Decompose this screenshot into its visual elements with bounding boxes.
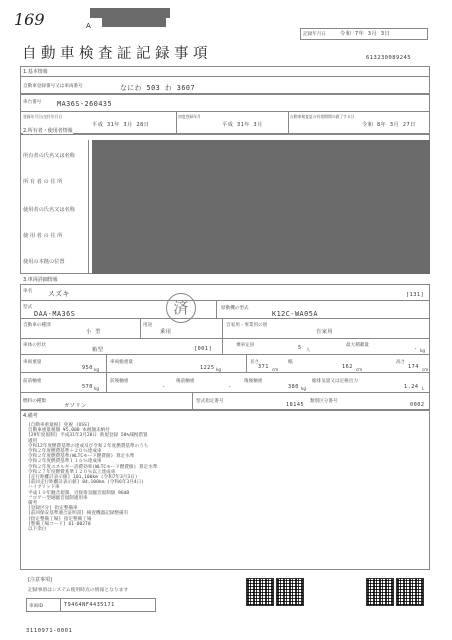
basic-section-title: 1.基本情報 bbox=[23, 69, 48, 75]
maker-code: [131] bbox=[406, 292, 425, 298]
body: 箱型 bbox=[92, 347, 104, 353]
reg-no-label: 自動車登録番号又は車両番号 bbox=[23, 84, 83, 89]
vrow-5 bbox=[20, 372, 430, 373]
dims-divider-2 bbox=[246, 354, 247, 372]
fuel-divider bbox=[192, 392, 193, 410]
rear-axle-label: 後後軸重 bbox=[244, 379, 263, 384]
r1-label: 後前軸重 bbox=[176, 379, 195, 384]
height-label: 高さ bbox=[396, 360, 406, 365]
chassis: MA36S-260435 bbox=[57, 100, 113, 108]
engine-label: 原動機の型式 bbox=[221, 306, 249, 311]
front-axle: 570 bbox=[82, 384, 93, 390]
first-reg: 平成 31年 3月 28日 bbox=[92, 122, 150, 128]
max-load-label: 最大積載量 bbox=[346, 343, 369, 348]
reg-no: なにわ 503 わ 3607 bbox=[120, 84, 196, 92]
reg-divider-1 bbox=[176, 112, 177, 134]
qr-code-2 bbox=[276, 578, 304, 606]
remark-line: 令和２７年度燃費基準１２０％以上達成車 bbox=[28, 469, 116, 475]
capacity-divider bbox=[222, 338, 223, 354]
typecode: 18145 bbox=[286, 402, 305, 408]
purpose-label: 自家用・事業用の別 bbox=[226, 323, 268, 328]
length: 371 bbox=[258, 364, 269, 370]
remark-line: 自動車重量税額 ¥5,000 本税額未納付 bbox=[28, 428, 110, 434]
remark-line: フロアー型通騒音規制適用車 bbox=[28, 495, 88, 501]
capacity-label: 乗車定員 bbox=[236, 343, 255, 348]
maker: スズキ bbox=[48, 290, 70, 298]
remark-line: [指定整備工場] 指定整備工場 bbox=[28, 516, 92, 522]
capacity: 5 bbox=[298, 345, 302, 351]
width-unit: cm bbox=[356, 367, 363, 372]
vrow-1 bbox=[20, 300, 430, 301]
weight-label: 車両重量 bbox=[23, 360, 42, 365]
use-label: 用途 bbox=[143, 323, 153, 328]
remark-line: 令和２年度燃費基準(WLTCモード燃費値) 算定水準 bbox=[28, 454, 135, 460]
notes-text: 記録事項はシステム使用時点の情報となります bbox=[28, 588, 129, 593]
handwritten-letter: A bbox=[86, 22, 91, 30]
expiry-label: 自動車検査証の有効期間の満了する日 bbox=[290, 114, 355, 119]
remark-line: [登録区分] 指定整備車 bbox=[28, 506, 78, 512]
category: 0002 bbox=[410, 402, 425, 408]
front-axle-unit: kg bbox=[94, 386, 100, 391]
vehicle-section-title: 3.車両詳細情報 bbox=[23, 277, 58, 283]
fuel-label: 燃料の種類 bbox=[23, 399, 46, 404]
vehicle-id-label: 車両ID bbox=[29, 604, 44, 609]
owner-name-label: 所有者の氏名又は名称 bbox=[23, 153, 75, 159]
category-label: 類別区分番号 bbox=[310, 399, 338, 404]
vrow-3 bbox=[20, 338, 430, 339]
remark-line: 令和２年度エネルギー消費効率(WLTCモード燃費値) 算定水準 bbox=[28, 464, 158, 470]
redacted-owner-info bbox=[92, 140, 430, 274]
issue-date: 令和 7年 3月 3日 bbox=[340, 31, 391, 37]
width-label: 幅 bbox=[288, 360, 293, 365]
remark-line: [29年度規制] 平成31年3月28日 新規登録 50%減税措置 bbox=[28, 433, 148, 439]
notes-title: [注意事項] bbox=[28, 577, 52, 583]
body-label: 車体の形状 bbox=[23, 343, 46, 348]
gross-label: 車両総重量 bbox=[110, 360, 133, 365]
engine-divider bbox=[216, 300, 217, 318]
r1: - bbox=[228, 384, 232, 390]
emission: 1.24 bbox=[404, 384, 419, 390]
qr-code-4 bbox=[396, 578, 424, 606]
remark-line: [自動車重量税] 免税 [OSS] bbox=[28, 423, 90, 428]
gross: 1225 bbox=[200, 365, 215, 371]
first-year-label: 初度登録年月 bbox=[178, 114, 201, 119]
redacted-block-top bbox=[90, 8, 170, 18]
remark-line: ハイブリッド車 bbox=[28, 485, 60, 491]
expiry: 令和 8年 3月 27日 bbox=[362, 122, 416, 128]
remark-line: [前回走行距離計表示値] 84,100km (令和6年3月4日) bbox=[28, 480, 144, 486]
use: 乗用 bbox=[160, 329, 172, 335]
front-axle-label: 前前軸重 bbox=[23, 379, 42, 384]
redacted-block-top-2 bbox=[102, 18, 166, 27]
remarks-section-title: 4.備考 bbox=[23, 413, 38, 419]
model-label: 型式 bbox=[23, 305, 33, 310]
vehicle-id-divider bbox=[60, 598, 61, 612]
emission-unit: L bbox=[422, 386, 425, 391]
bottom-code: 3110971-0001 bbox=[26, 628, 73, 634]
vrow-4 bbox=[20, 354, 430, 355]
vrow-2 bbox=[20, 318, 430, 319]
dims-divider-1 bbox=[106, 354, 107, 392]
weight: 950 bbox=[82, 365, 93, 371]
remark-line: 平成１０年騒音規制、近接排気騒音規制値 96dB bbox=[28, 490, 130, 496]
fuel: ガソリン bbox=[64, 403, 87, 409]
remark-line: 令和12年度燃費基準の達成及び令和２年度燃費基準のうち bbox=[28, 443, 149, 449]
body-code: [001] bbox=[194, 346, 213, 352]
chassis-label: 車台番号 bbox=[23, 100, 42, 105]
doc-number: 613230089245 bbox=[366, 55, 411, 61]
weight-unit: kg bbox=[94, 367, 100, 372]
model: DAA-MA36S bbox=[34, 310, 76, 318]
owner-section-title: 2.所有者・使用者情報 bbox=[23, 128, 73, 134]
purpose: 自家用 bbox=[316, 329, 334, 335]
engine: K12C-WA05A bbox=[272, 310, 318, 318]
user-addr-label: 使 用 者 の 住 所 bbox=[23, 233, 63, 239]
rear-axle-unit: kg bbox=[301, 386, 307, 391]
page-title: 自動車検査証記録事項 bbox=[22, 46, 212, 62]
first-year: 平成 31年 3月 bbox=[222, 122, 263, 128]
base-label: 使用の本拠の位置 bbox=[23, 259, 65, 265]
remarks-list bbox=[28, 423, 328, 532]
f2-label: 前後軸重 bbox=[110, 379, 129, 384]
handwritten-number: 169 bbox=[14, 10, 45, 29]
vrow-6 bbox=[20, 392, 430, 393]
user-name-label: 使用者の氏名又は名称 bbox=[23, 207, 75, 213]
length-label: 長さ bbox=[250, 360, 260, 365]
remark-line: 令和２年度燃費基準＋２０％達成車 bbox=[28, 449, 102, 455]
owner-label-col bbox=[88, 140, 89, 274]
issue-date-label: 記録年月日 bbox=[303, 32, 326, 37]
use-divider bbox=[140, 318, 141, 338]
gross-unit: kg bbox=[216, 367, 222, 372]
maker-label: 車名 bbox=[23, 289, 33, 294]
inspection-stamp: 済 bbox=[166, 293, 196, 323]
remark-line: 令和２年度燃費基準１１６％達成車 bbox=[28, 459, 102, 465]
typecode-label: 型式指定番号 bbox=[196, 399, 224, 404]
type: 小 型 bbox=[86, 329, 101, 335]
reg-divider-2 bbox=[288, 112, 289, 134]
purpose-divider bbox=[222, 318, 223, 338]
remark-line: [走行距離計表示値] 101,100km (令和7年3月3日) bbox=[28, 475, 138, 481]
rear-axle: 380 bbox=[288, 384, 299, 390]
height: 174 bbox=[408, 364, 419, 370]
remark-line: [整備工場コード] 61-00270 bbox=[28, 521, 91, 527]
capacity-unit: 人 bbox=[306, 347, 311, 352]
f2: - bbox=[162, 384, 166, 390]
owner-addr-label: 所 有 者 の 住 所 bbox=[23, 179, 63, 185]
max-load: - bbox=[414, 346, 418, 352]
remark-line: 備考 bbox=[28, 501, 38, 507]
remark-line: 以下余白 bbox=[28, 527, 47, 533]
emission-label: 総排気量又は定格出力 bbox=[312, 379, 358, 384]
width: 162 bbox=[342, 364, 353, 370]
type-label: 自動車の種別 bbox=[23, 323, 51, 328]
remark-line: 適用 bbox=[28, 438, 38, 444]
first-reg-label: 登録年月日/交付年月日 bbox=[23, 114, 63, 119]
max-load-unit: kg bbox=[420, 348, 426, 353]
length-unit: cm bbox=[272, 367, 279, 372]
height-unit: cm bbox=[422, 367, 429, 372]
vehicle-id: T9464NF4435171 bbox=[64, 602, 115, 608]
qr-code-1 bbox=[246, 578, 274, 606]
qr-code-3 bbox=[366, 578, 394, 606]
remark-line: [前回保安基準適合証明書] 検査機器記録整備有 bbox=[28, 511, 129, 517]
